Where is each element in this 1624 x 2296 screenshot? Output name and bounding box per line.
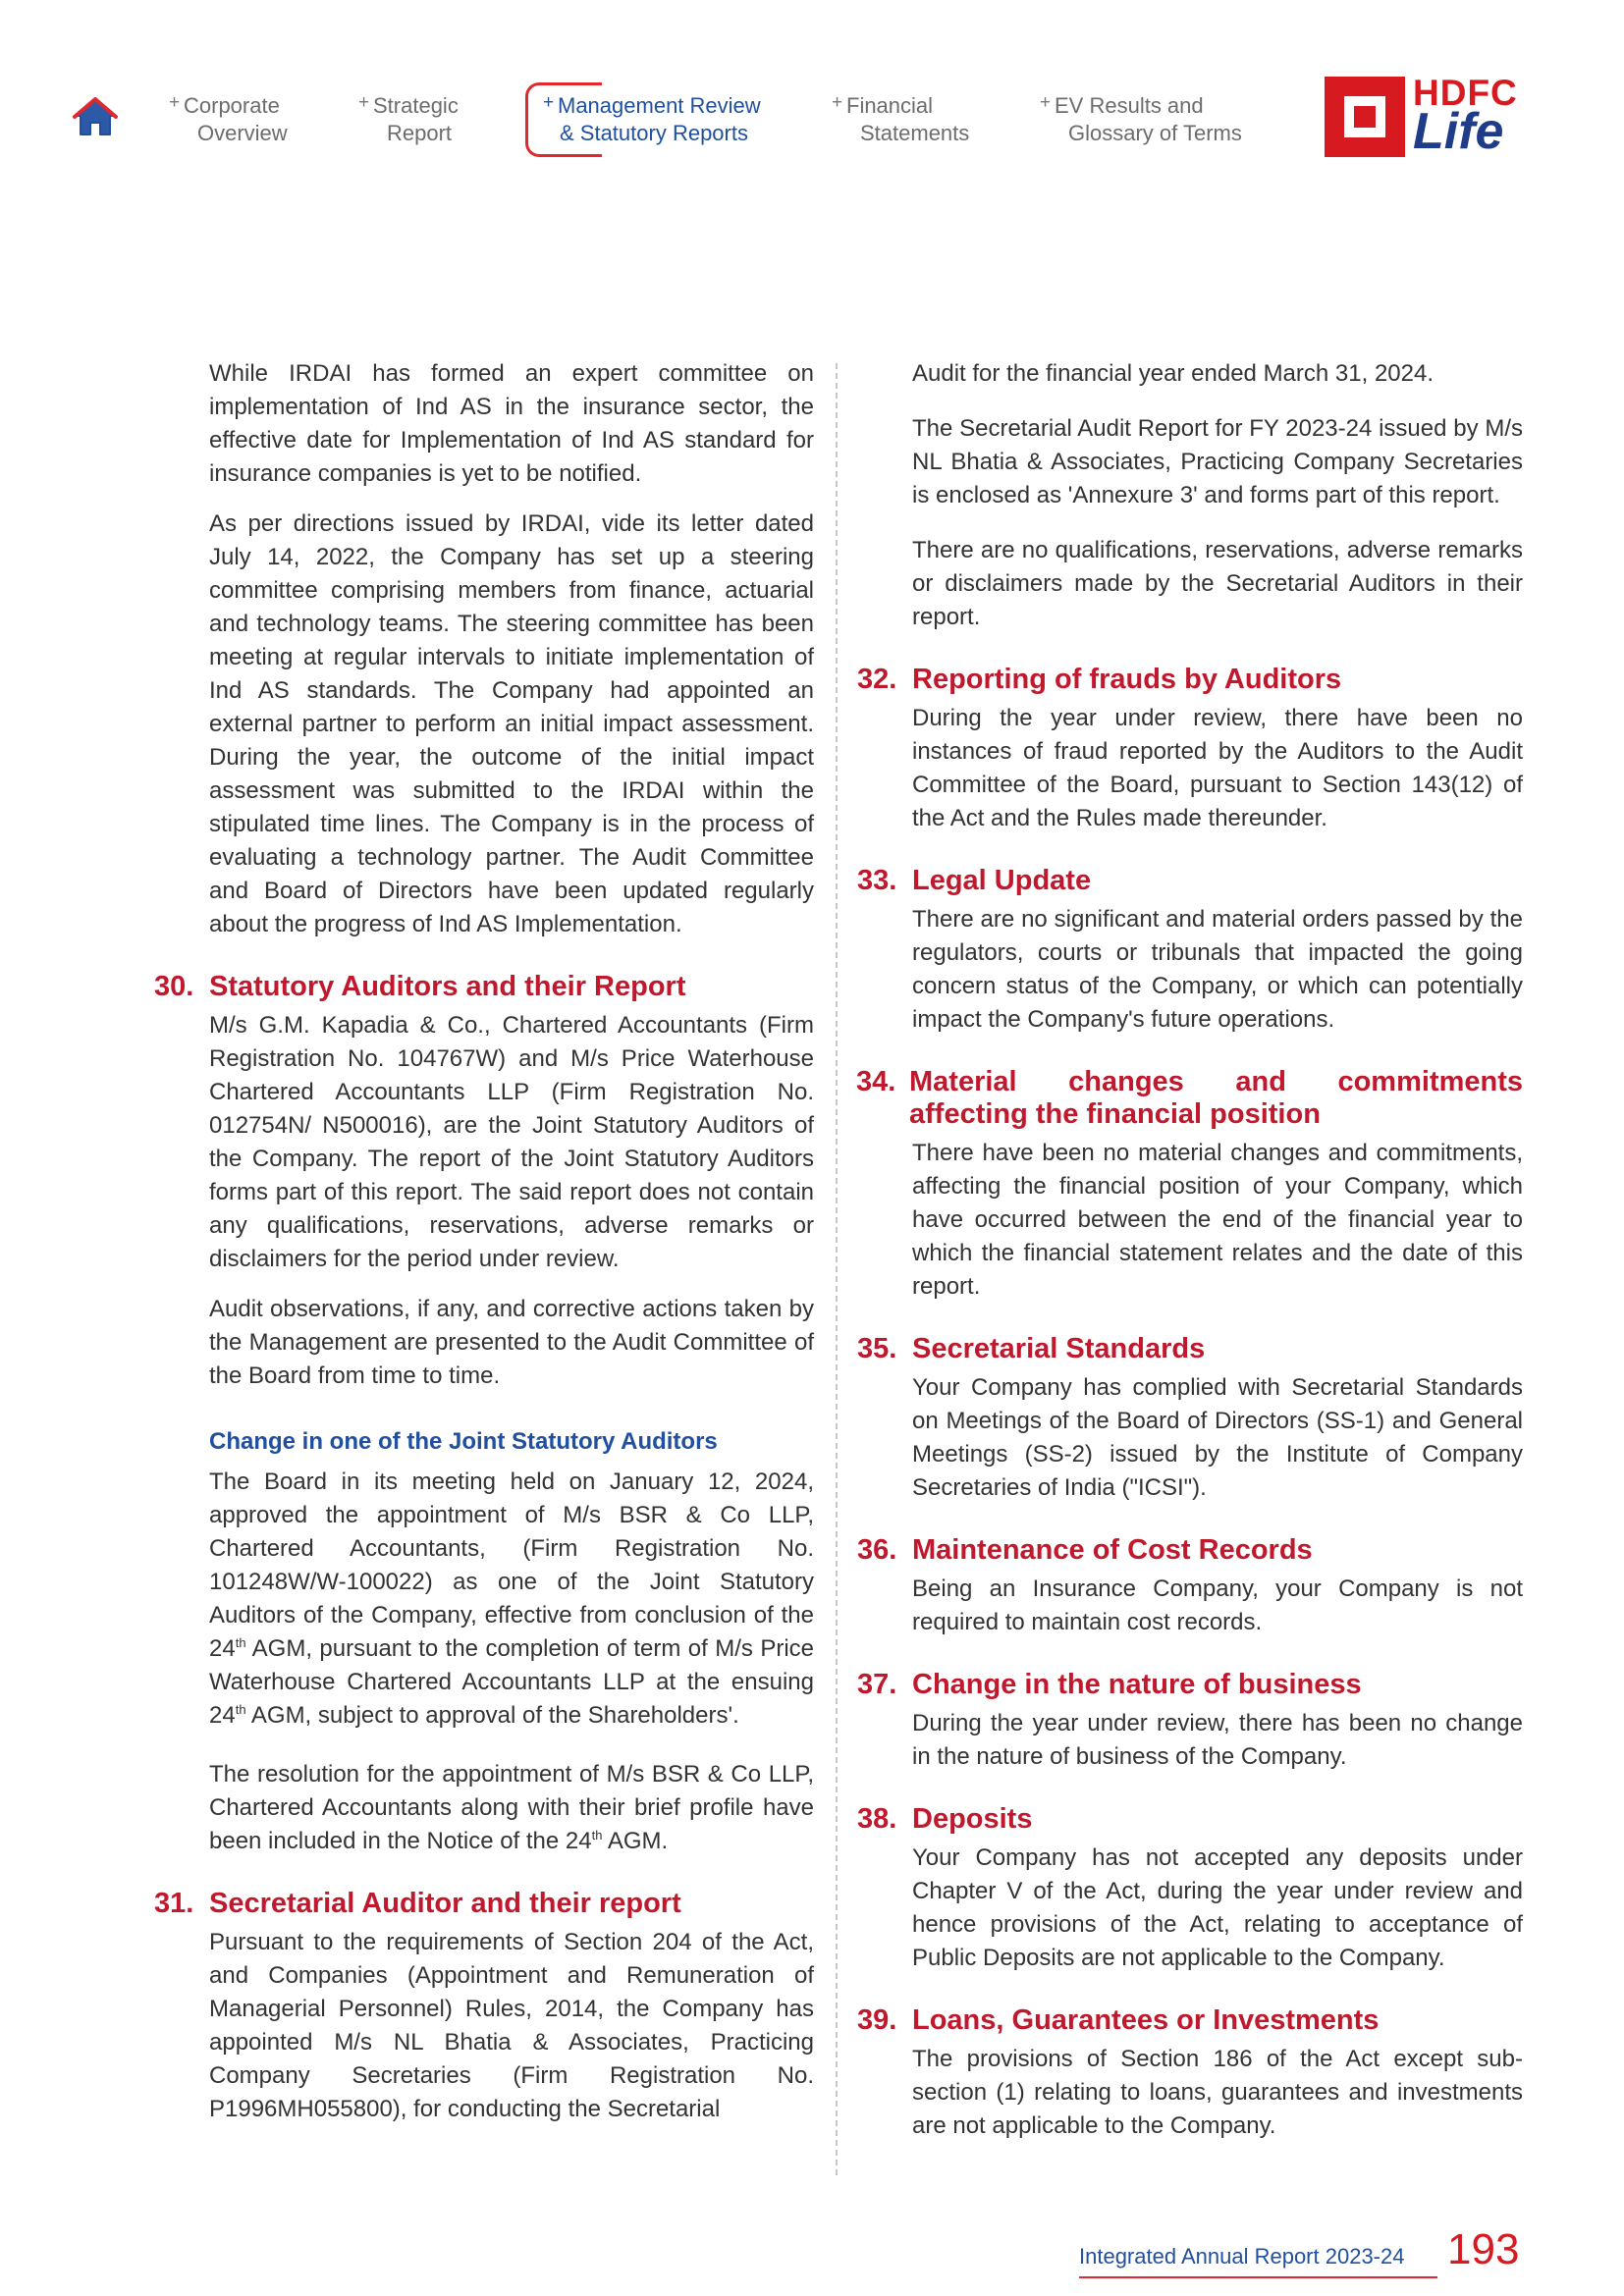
section-30	[154, 971, 814, 1858]
section-title-line1: Material changes and commitments	[909, 1066, 1523, 1097]
plus-icon: +	[832, 92, 843, 113]
section-34	[856, 1066, 1523, 1304]
nav-label-line1: Financial	[846, 93, 934, 118]
nav-label-line1: Strategic	[373, 93, 459, 118]
section-number: 30.	[154, 971, 194, 1002]
section-title: Reporting of frauds by Auditors	[912, 664, 1342, 695]
paragraph: Your Company has complied with Secretarial Standards on Meetings of the Board of Directors (SS-1) and General Meetings (SS-2) issued by the Institute of Company Secretaries of India ("ICSI").	[912, 1374, 1523, 1501]
paragraph: The Secretarial Audit Report for FY 2023-24 issued by M/s NL Bhatia & Associates, Practicing Company Secretaries is enclosed as 'Annexure 3' and forms part of this report.	[912, 415, 1523, 508]
paragraph: Being an Insurance Company, your Company is not required to maintain cost records.	[912, 1575, 1523, 1635]
nav-financial-statements[interactable]	[832, 92, 970, 147]
paragraph: As per directions issued by IRDAI, vide its letter dated July 14, 2022, the Company has set up a steering committee comprising members from finance, actuarial and technology teams. The steering committee has been meeting at regular intervals to initiate implementation of Ind AS standards. The Company had appointed an external partner to perform an initial impact assessment. During the year, the outcome of the initial impact assessment was submitted to the IRDAI within the stipulated time lines. The Company is in the process of evaluating a technology partner. The Audit Committee and Board of Directors have been updated regularly about the progress of Ind AS Implementation.	[209, 510, 814, 937]
section-heading	[857, 865, 1523, 897]
section-39	[857, 2004, 1523, 2143]
footer-report-title: Integrated Annual Report 2023-24	[1079, 2244, 1405, 2269]
paragraph: Your Company has not accepted any deposits under Chapter V of the Act, during the year under review and hence provisions of the Act, relating to acceptance of Public Deposits are not applicable to the Company.	[912, 1844, 1523, 1971]
section-heading	[856, 1066, 1523, 1131]
paragraph: Pursuant to the requirements of Section 204 of the Act, and Companies (Appointment and Remuneration of Managerial Personnel) Rules, 2014, the Company has appointed M/s NL Bhatia & Associates, Practicing Company Secretaries (Firm Registration No. P1996MH055800), for conducting the Secretarial	[209, 1929, 814, 2122]
nav-label-line2: Overview	[197, 121, 288, 145]
paragraph: Audit observations, if any, and corrective actions taken by the Management are presented to the Audit Committee of the Board from time to time.	[209, 1296, 814, 1389]
section-title: Change in the nature of business	[912, 1669, 1362, 1700]
column-divider	[836, 363, 838, 2175]
section-heading	[154, 1888, 814, 1920]
section-number: 39.	[857, 2004, 897, 2036]
home-icon[interactable]	[73, 96, 118, 137]
section-title: Loans, Guarantees or Investments	[912, 2004, 1380, 2036]
section-heading	[857, 1803, 1523, 1836]
nav-corporate-overview[interactable]	[169, 92, 288, 147]
paragraph: There are no qualifications, reservations, adverse remarks or disclaimers made by the Secretarial Auditors in their report.	[912, 537, 1523, 630]
section-number: 34.	[856, 1066, 896, 1097]
section-title: Deposits	[912, 1803, 1033, 1835]
right-column	[856, 357, 1523, 2160]
nav-label-line2: Glossary of Terms	[1068, 121, 1242, 145]
section-heading	[154, 971, 814, 1003]
nav-management-review[interactable]	[543, 92, 761, 147]
nav-label-line1: EV Results and	[1055, 93, 1204, 118]
paragraph: There have been no material changes and commitments, affecting the financial position of your Company, which have occurred between the end of the financial year to which the financial statement relates and the date of this report.	[912, 1140, 1523, 1300]
section-37	[857, 1669, 1523, 1774]
paragraph: The resolution for the appointment of M/s BSR & Co LLP, Chartered Accountants along with their brief profile have been included in the Notice of the 24th AGM.	[209, 1761, 814, 1854]
paragraph: While IRDAI has formed an expert committee on implementation of Ind AS in the insurance sector, the effective date for Implementation of Ind AS standard for insurance companies is yet to be notified.	[209, 360, 814, 487]
plus-icon: +	[1040, 92, 1052, 113]
nav-strategic-report[interactable]	[358, 92, 459, 147]
section-number: 37.	[857, 1669, 897, 1700]
section-heading	[857, 1333, 1523, 1365]
section-heading	[857, 1534, 1523, 1567]
plus-icon: +	[358, 92, 370, 113]
nav-label-line1: Management Review	[558, 93, 761, 118]
section-38	[857, 1803, 1523, 1975]
section-36	[857, 1534, 1523, 1639]
subheading: Change in one of the Joint Statutory Auditors	[209, 1428, 718, 1455]
section-title: Legal Update	[912, 865, 1092, 896]
nav-label-line2: & Statutory Reports	[560, 121, 748, 145]
paragraph: M/s G.M. Kapadia & Co., Chartered Accountants (Firm Registration No. 104767W) and M/s Price Waterhouse Chartered Accountants LLP (Firm Registration No. 012754N/ N500016), are the Joint Statutory Auditors of the Company. The report of the Joint Statutory Auditors forms part of this report. The said report does not contain any qualifications, reservations, adverse remarks or disclaimers for the period under review.	[209, 1012, 814, 1272]
paragraph: During the year under review, there has been no change in the nature of business of the Company.	[912, 1710, 1523, 1770]
nav-label-line2: Report	[387, 121, 453, 145]
section-number: 36.	[857, 1534, 897, 1566]
page-number: 193	[1447, 2225, 1520, 2273]
nav-label-line1: Corporate	[184, 93, 280, 118]
section-title-line2: affecting the financial position	[909, 1098, 1321, 1130]
plus-icon: +	[543, 92, 555, 113]
section-number: 32.	[857, 664, 897, 695]
logo-text-hdfc: HDFC	[1413, 73, 1518, 113]
section-heading	[857, 2004, 1523, 2037]
footer-underline	[1079, 2276, 1437, 2278]
paragraph: Audit for the financial year ended March 31, 2024.	[912, 360, 1434, 387]
paragraph: There are no significant and material orders passed by the regulators, courts or tribunals that impacted the going concern status of the Company, or which can potentially impact the Company's future operations.	[912, 906, 1523, 1033]
section-number: 31.	[154, 1888, 194, 1919]
nav-ev-results[interactable]	[1040, 92, 1242, 147]
paragraph: During the year under review, there have been no instances of fraud reported by the Auditors to the Audit Committee of the Board, pursuant to Section 143(12) of the Act and the Rules made thereunder.	[912, 705, 1523, 831]
section-31	[154, 1888, 814, 2126]
section-heading	[857, 1669, 1523, 1701]
section-title: Maintenance of Cost Records	[912, 1534, 1313, 1566]
section-32	[857, 664, 1523, 835]
section-title: Secretarial Auditor and their report	[209, 1888, 681, 1919]
left-column	[154, 357, 814, 2143]
plus-icon: +	[169, 92, 181, 113]
section-title: Statutory Auditors and their Report	[209, 971, 686, 1002]
section-number: 35.	[857, 1333, 897, 1364]
nav-label-line2: Statements	[860, 121, 970, 145]
section-number: 33.	[857, 865, 897, 896]
paragraph: The provisions of Section 186 of the Act except sub-section (1) relating to loans, guarantees and investments are not applicable to the Company.	[912, 2046, 1523, 2139]
section-35	[857, 1333, 1523, 1505]
section-heading	[857, 664, 1523, 696]
section-number: 38.	[857, 1803, 897, 1835]
logo-text-life: Life	[1413, 103, 1504, 160]
section-33	[857, 865, 1523, 1037]
section-title: Secretarial Standards	[912, 1333, 1206, 1364]
paragraph: The Board in its meeting held on January 12, 2024, approved the appointment of M/s BSR & Co LLP, Chartered Accountants, (Firm Registration No. 101248W/W-100022) as one of the Joint Statutory Auditors of the Company, effective from conclusion of the 24th AGM, pursuant to the completion of term of M/s Price Waterhouse Chartered Accountants LLP at the ensuing 24th AGM, subject to approval of the Shareholders'.	[209, 1468, 814, 1729]
